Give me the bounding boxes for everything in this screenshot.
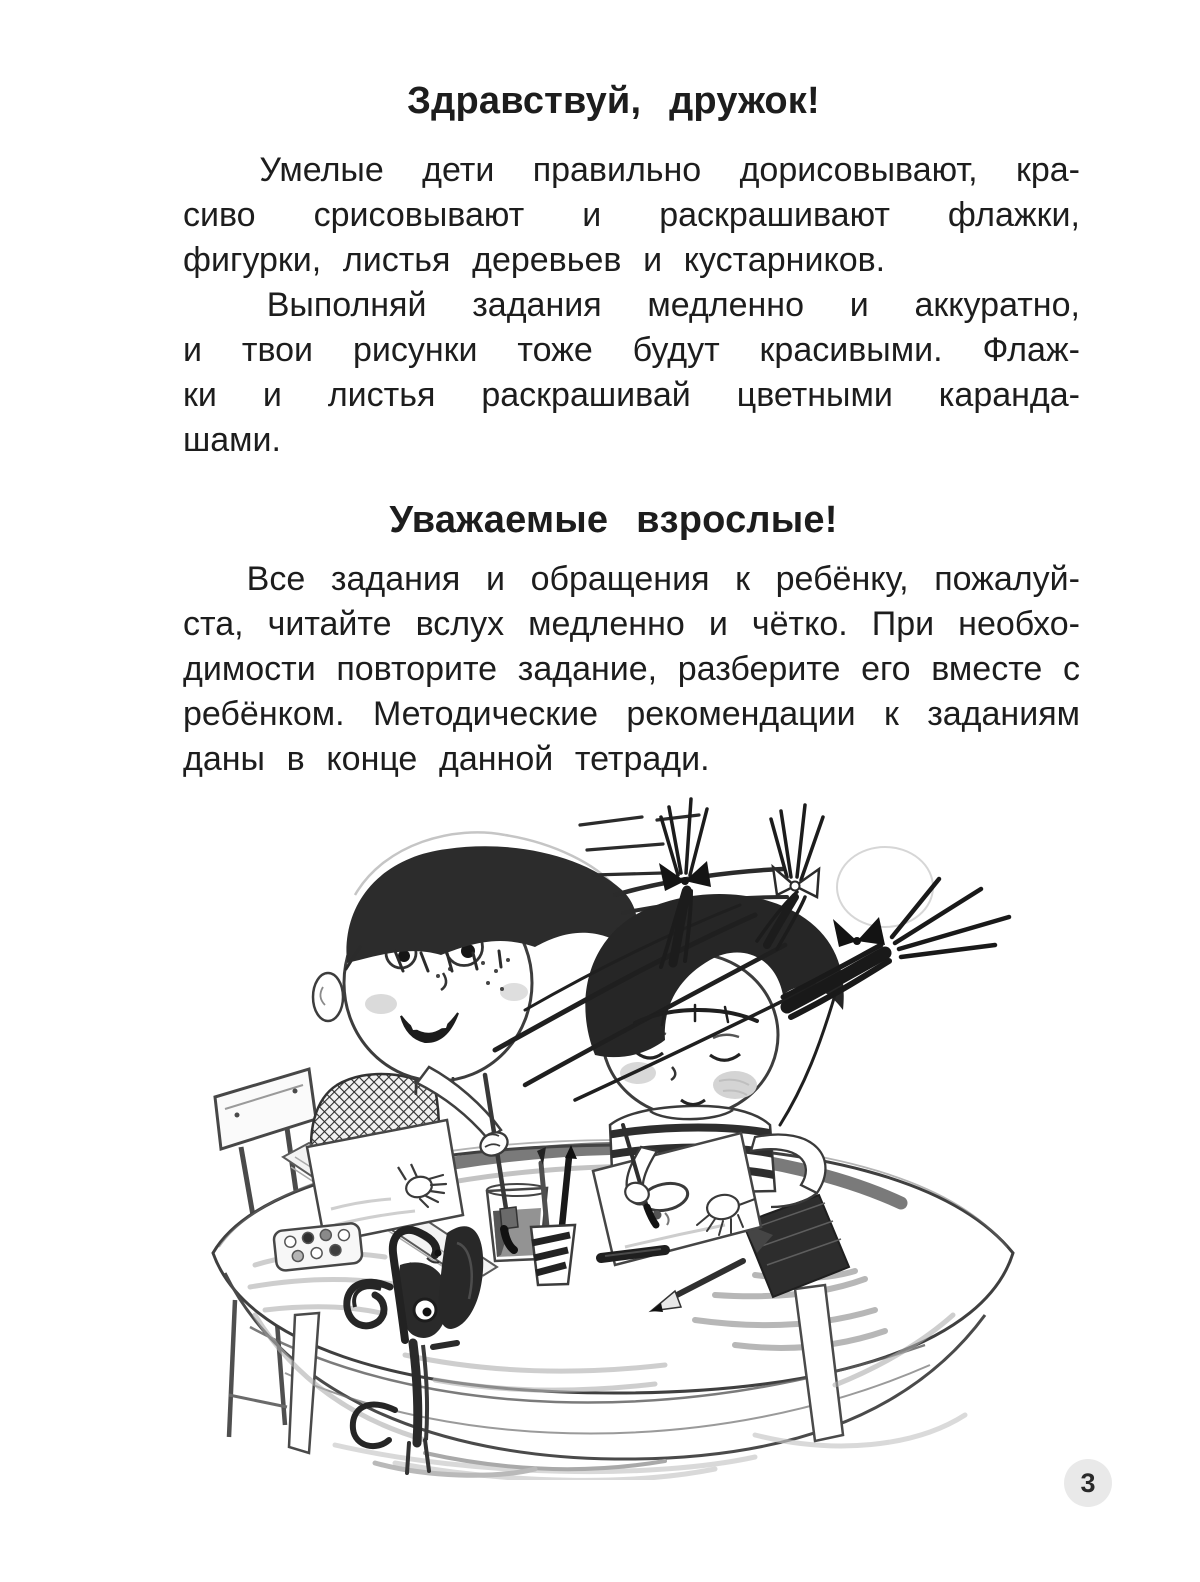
text-column <box>183 78 1080 782</box>
text-line: Выполняй задания медленно и аккуратно, <box>266 286 1080 324</box>
page-number-badge <box>1064 1459 1112 1507</box>
dog-nose <box>435 1250 442 1257</box>
text-line: Все задания и обращения к ребёнку, пожалуй- <box>246 560 1080 598</box>
section-paragraphs-child <box>183 148 1080 463</box>
text-line: ки и листья раскрашивай цветными каранда- <box>183 376 1080 414</box>
section-heading-adults: Уважаемые взрослые! <box>389 499 838 541</box>
girl-figure <box>495 799 1009 1194</box>
text-line: и твои рисунки тоже будут красивыми. Флаж- <box>183 331 1080 369</box>
page-number: 3 <box>1080 1467 1096 1498</box>
section-greeting-child <box>183 78 1080 463</box>
dog-body <box>413 1343 418 1443</box>
paragraph <box>183 148 1080 283</box>
text-line: ребёнком. Методические рекомендации к заданиям <box>183 695 1080 733</box>
section-note-adults <box>183 497 1080 782</box>
section-heading-child: Здравствуй, дружок! <box>407 80 820 122</box>
text-line: Умелые дети правильно дорисовывают, кра- <box>259 151 1080 189</box>
illustration-children-drawing <box>195 795 1015 1480</box>
illustration-svg <box>195 795 1015 1480</box>
text-line: сиво срисовывают и раскрашивают флажки, <box>183 196 1080 234</box>
boy-ear <box>313 973 343 1021</box>
text-line: шами. <box>183 421 281 459</box>
text-line: фигурки, листья деревьев и кустарников. <box>183 241 886 279</box>
text-line: димости повторите задание, разберите его вместе с <box>183 650 1080 688</box>
paragraph <box>183 283 1080 463</box>
paint-palette-icon <box>273 1223 363 1272</box>
text-line: ста, читайте вслух медленно и чётко. При необхо- <box>183 605 1080 643</box>
paragraph <box>183 557 1080 782</box>
text-line: даны в конце данной тетради. <box>183 740 710 778</box>
section-paragraphs-adults <box>183 557 1080 782</box>
